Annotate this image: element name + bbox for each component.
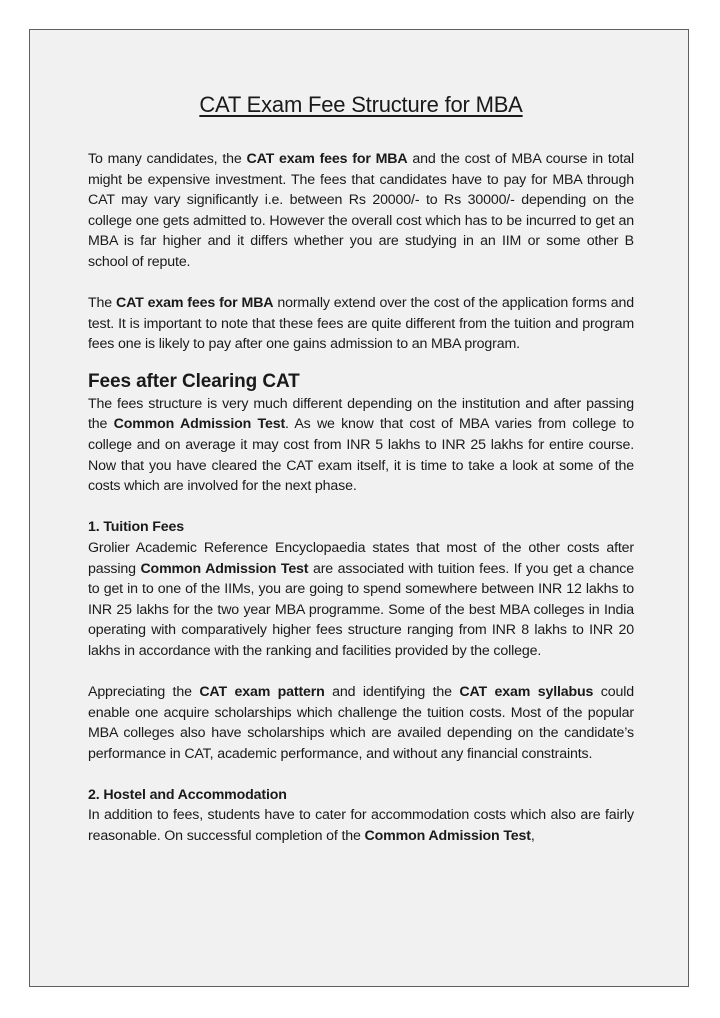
text-run: and identifying the [324, 683, 460, 700]
text-run: The fees structure is very much different depending on the institution and after passing the [88, 395, 634, 433]
text-run: could enable one acquire scholarships which challenge the tuition costs. Most of the popular MBA colleges also have scholarships which are availed depending on the candidate’s performance in CAT, academic performance, and without any financial constraints. [88, 683, 634, 762]
bold-text: CAT exam syllabus [459, 683, 594, 700]
document-page [29, 29, 689, 987]
document-content [88, 88, 634, 847]
bold-text: Common Admission Test [113, 416, 286, 433]
text-run: and the cost of MBA course in total might be expensive investment. The fees that candidates have to pay for MBA through CAT may vary significantly i.e. between Rs 20000/- to Rs 30000/- depending on the college one gets admitted to. However the overall cost which has to be incurred to get an MBA is far higher and it differs whether you are studying in an IIM or some other B school of repute. [88, 151, 634, 270]
text-run: To many candidates, the [88, 151, 247, 167]
intro-paragraph-2 [88, 293, 634, 355]
tuition-paragraph-2 [88, 682, 634, 764]
text-run: The [88, 295, 116, 312]
section-paragraph [88, 394, 634, 497]
text-run: are associated with tuition fees. If you get a chance to get in to one of the IIMs, you are going to spend somewhere between INR 12 lakhs to INR 25 lakhs for the two year MBA programme. Some of the best MBA colleges in India operating with comparatively higher fees structure ranging from INR 8 lakhs to INR 20 lakhs in accordance with the ranking and facilities provided by the college. [88, 560, 634, 659]
hostel-heading: 2. Hostel and Accommodation [88, 786, 287, 803]
section-heading: Fees after Clearing CAT [88, 370, 300, 392]
intro-paragraph-1 [88, 149, 634, 273]
bold-text: CAT exam pattern [199, 683, 325, 700]
text-run: , [530, 828, 535, 845]
bold-text: CAT exam fees for MBA [115, 295, 274, 312]
text-run: normally extend over the cost of the application forms and test. It is important to note that these fees are quite different from the tuition and program fees one is likely to pay after one gains admission to an MBA program. [88, 295, 634, 353]
page-title: CAT Exam Fee Structure for MBA [199, 92, 523, 117]
text-run: . As we know that cost of MBA varies from college to college and on average it may cost from INR 5 lakhs to INR 25 lakhs for entire course. Now that you have cleared the CAT exam itself, it is time to take a look at some of the costs which are involved for the next phase. [88, 416, 634, 495]
bold-text: Common Admission Test [140, 560, 309, 577]
text-run: Grolier Academic Reference Encyclopaedia states that most of the other costs after passing [88, 539, 634, 577]
tuition-heading: 1. Tuition Fees [88, 519, 185, 536]
bold-text: CAT exam fees for MBA [246, 151, 408, 167]
text-run: Appreciating the [88, 683, 200, 700]
bold-text: Common Admission Test [364, 828, 531, 845]
hostel-paragraph [88, 805, 634, 846]
tuition-paragraph-1 [88, 538, 634, 662]
text-run: In addition to fees, students have to cater for accommodation costs which also are fairly reasonable. On successful completion of the [88, 807, 634, 845]
